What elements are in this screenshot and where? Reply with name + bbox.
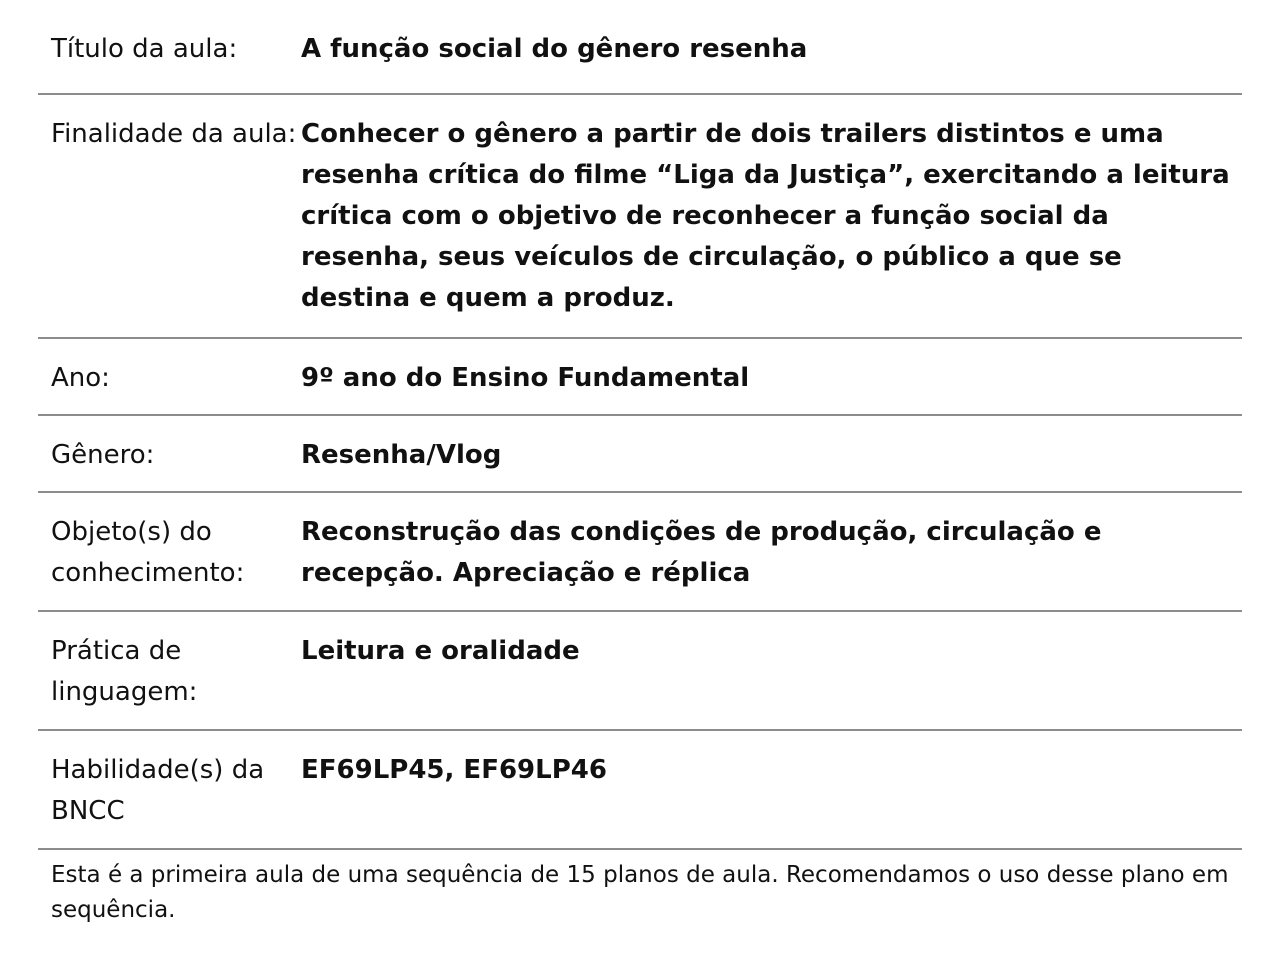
row-value: Conhecer o gênero a partir de dois trailers distintos e uma resenha crítica do filme “Liga da Justiça”, exercitando a leitura crítica com o objetivo de reconhecer a função social da resenha, seus veículos de circulação, o público a que se destina e quem a produz. <box>301 119 1230 313</box>
lesson-info-table <box>38 10 1242 850</box>
row-lesson-title <box>38 10 1242 95</box>
row-value: Resenha/Vlog <box>301 440 502 470</box>
row-value: Reconstrução das condições de produção, circulação e recepção. Apreciação e réplica <box>301 517 1102 588</box>
row-genre <box>38 416 1242 493</box>
sequence-note: Esta é a primeira aula de uma sequência de 15 planos de aula. Recomendamos o uso desse plano em sequência. <box>51 862 1229 923</box>
row-language-practice <box>38 612 1242 731</box>
row-label: Gênero: <box>51 440 155 470</box>
row-label: Prática de linguagem: <box>51 636 198 707</box>
row-value: EF69LP45, EF69LP46 <box>301 755 607 785</box>
row-school-year <box>38 339 1242 416</box>
row-bncc-skills <box>38 731 1242 850</box>
row-value: 9º ano do Ensino Fundamental <box>301 363 750 393</box>
row-label: Finalidade da aula: <box>51 119 297 149</box>
row-label: Título da aula: <box>51 34 238 64</box>
row-lesson-purpose <box>38 95 1242 339</box>
row-label: Ano: <box>51 363 110 393</box>
row-label: Habilidade(s) da BNCC <box>51 755 265 826</box>
row-value: A função social do gênero resenha <box>301 34 808 64</box>
row-value: Leitura e oralidade <box>301 636 580 666</box>
row-knowledge-objects <box>38 493 1242 612</box>
row-label: Objeto(s) do conhecimento: <box>51 517 245 588</box>
